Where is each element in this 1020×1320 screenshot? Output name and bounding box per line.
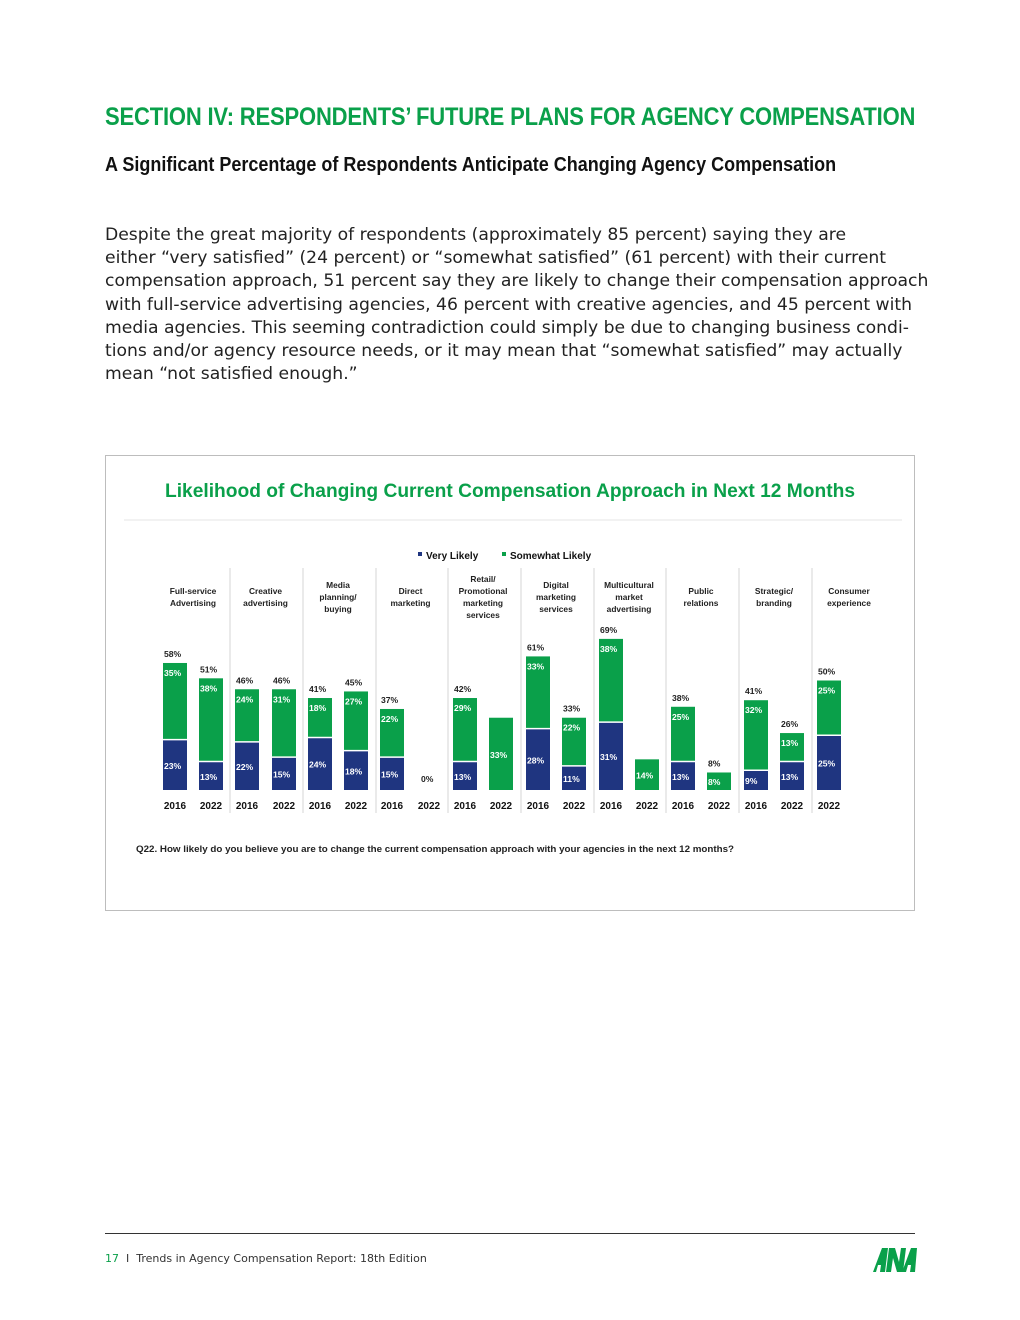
data-label-very: 31% bbox=[600, 752, 618, 763]
data-label-very: 23% bbox=[164, 760, 182, 771]
body-line: with full-service advertising agencies, 46 percent with creative agencies, and 45 percent with bbox=[105, 294, 913, 315]
data-label-very: 13% bbox=[454, 771, 472, 782]
page-number: 17 bbox=[105, 1252, 119, 1265]
year-label: 2016 bbox=[671, 801, 695, 812]
data-label-very: 15% bbox=[273, 769, 291, 780]
body-line: either “very satisfied” (24 percent) or “somewhat satisfied” (61 percent) with their current bbox=[105, 248, 887, 269]
data-label-total: 50% bbox=[818, 666, 836, 677]
group-label: advertising bbox=[606, 604, 652, 614]
data-label-somewhat: 35% bbox=[164, 667, 182, 678]
data-label-very: 13% bbox=[200, 771, 218, 782]
group-label: Creative bbox=[248, 586, 283, 596]
year-label: 2022 bbox=[489, 801, 513, 812]
data-label-somewhat: 13% bbox=[781, 738, 799, 749]
footer-rule bbox=[105, 1233, 915, 1234]
legend-label: Very Likely bbox=[426, 551, 479, 562]
data-label-somewhat: 22% bbox=[381, 713, 399, 724]
section-title: SECTION IV: RESPONDENTS’ FUTURE PLANS FOR AGENCY COMPENSATION bbox=[105, 103, 916, 131]
data-label-total: 38% bbox=[672, 692, 690, 703]
year-label: 2022 bbox=[817, 801, 841, 812]
year-label: 2022 bbox=[780, 801, 804, 812]
data-label-very: 24% bbox=[309, 759, 327, 770]
group-label: Direct bbox=[398, 586, 423, 596]
group-label: relations bbox=[683, 598, 719, 608]
group-label: marketing bbox=[535, 592, 577, 602]
group-label: marketing bbox=[462, 598, 504, 608]
data-label-somewhat: 14% bbox=[636, 770, 654, 781]
data-label-very: 18% bbox=[345, 766, 363, 777]
data-label-somewhat: 31% bbox=[273, 694, 291, 705]
data-label-total: 8% bbox=[708, 758, 721, 769]
data-label-total: 51% bbox=[200, 664, 218, 675]
data-label-very: 11% bbox=[563, 773, 580, 784]
legend-swatch-very bbox=[418, 552, 422, 556]
data-label-very: 9% bbox=[745, 776, 758, 786]
group-label: services bbox=[539, 604, 573, 614]
group-label: Consumer bbox=[828, 586, 870, 596]
footer bbox=[105, 1252, 427, 1265]
data-label-total: 26% bbox=[781, 719, 799, 730]
survey-question: Q22. How likely do you believe you are to change the current compensation approach with your agencies in the next 12 months? bbox=[136, 844, 735, 854]
body-line: mean “not satisfied enough.” bbox=[105, 364, 358, 385]
group-label: Public bbox=[688, 586, 714, 596]
data-label-very: 13% bbox=[781, 771, 799, 782]
body-line: compensation approach, 51 percent say they are likely to change their compensation approach bbox=[105, 271, 929, 292]
data-label-somewhat: 25% bbox=[672, 711, 690, 722]
data-label-total: 41% bbox=[745, 686, 763, 697]
year-label: 2016 bbox=[526, 801, 550, 812]
data-label-total: 37% bbox=[381, 694, 399, 705]
chart-title: Likelihood of Changing Current Compensation Approach in Next 12 Months bbox=[165, 480, 856, 502]
group-label: Multicultural bbox=[604, 580, 654, 590]
group-label: Digital bbox=[543, 580, 569, 590]
group-label: buying bbox=[324, 604, 352, 614]
data-label-very: 28% bbox=[527, 755, 545, 766]
group-label: experience bbox=[827, 598, 871, 608]
year-label: 2016 bbox=[599, 801, 623, 812]
data-label-somewhat: 8% bbox=[708, 777, 721, 788]
data-label-total: 41% bbox=[309, 684, 327, 695]
data-label-somewhat: 22% bbox=[563, 722, 581, 733]
data-label-very: 15% bbox=[381, 769, 399, 780]
body-line: Despite the great majority of respondents (approximately 85 percent) saying they are bbox=[105, 225, 847, 245]
data-label-somewhat: 27% bbox=[345, 696, 363, 707]
ana-logo bbox=[873, 1246, 917, 1272]
year-label: 2022 bbox=[417, 801, 441, 812]
group-label: planning/ bbox=[319, 592, 357, 602]
data-label-somewhat: 18% bbox=[309, 703, 327, 714]
data-label-very: 13% bbox=[672, 771, 690, 782]
year-label: 2016 bbox=[163, 801, 187, 812]
group-label: market bbox=[615, 592, 643, 602]
data-label-total: 33% bbox=[563, 703, 581, 714]
data-label-very: 25% bbox=[818, 758, 836, 769]
data-label-total: 0% bbox=[421, 774, 434, 784]
year-label: 2022 bbox=[562, 801, 586, 812]
year-label: 2016 bbox=[308, 801, 332, 812]
data-label-somewhat: 38% bbox=[600, 643, 618, 654]
legend-swatch-somewhat bbox=[502, 552, 506, 556]
data-label-total: 46% bbox=[273, 675, 291, 686]
report-title: Trends in Agency Compensation Report: 18th Edition bbox=[136, 1252, 427, 1265]
group-label: Media bbox=[326, 580, 350, 590]
data-label-total: 45% bbox=[345, 677, 363, 688]
data-label-total: 61% bbox=[527, 642, 545, 653]
body-line: tions and/or agency resource needs, or it may mean that “somewhat satisfied” may actually bbox=[105, 341, 903, 362]
group-label: Promotional bbox=[458, 586, 508, 596]
data-label-somewhat: 25% bbox=[818, 685, 836, 696]
year-label: 2022 bbox=[344, 801, 368, 812]
group-label: advertising bbox=[243, 598, 288, 608]
year-label: 2022 bbox=[272, 801, 296, 812]
data-label-somewhat: 24% bbox=[236, 694, 254, 705]
legend-label: Somewhat Likely bbox=[510, 551, 592, 562]
group-label: Advertising bbox=[169, 598, 217, 608]
year-label: 2016 bbox=[380, 801, 404, 812]
data-label-total: 42% bbox=[454, 684, 472, 695]
body-paragraph bbox=[105, 224, 929, 386]
group-label: Retail/ bbox=[470, 574, 496, 584]
body-line: media agencies. This seeming contradiction could simply be due to changing business condi- bbox=[105, 317, 909, 338]
stacked-bar-chart bbox=[106, 456, 914, 910]
data-label-somewhat: 33% bbox=[490, 749, 508, 760]
year-label: 2016 bbox=[453, 801, 477, 812]
footer-separator: I bbox=[126, 1252, 130, 1265]
data-label-total: 58% bbox=[164, 648, 182, 659]
year-label: 2016 bbox=[235, 801, 259, 812]
data-label-somewhat: 29% bbox=[454, 703, 472, 714]
group-label: branding bbox=[756, 598, 792, 608]
year-label: 2022 bbox=[635, 801, 659, 812]
chart-panel bbox=[105, 455, 915, 911]
group-label: Strategic/ bbox=[754, 586, 794, 596]
year-label: 2022 bbox=[199, 801, 223, 812]
data-label-somewhat: 32% bbox=[745, 705, 763, 716]
group-label: Full-service bbox=[169, 586, 217, 596]
group-label: services bbox=[466, 610, 500, 620]
data-label-total: 69% bbox=[600, 624, 618, 635]
year-label: 2016 bbox=[744, 801, 768, 812]
data-label-somewhat: 33% bbox=[527, 661, 545, 672]
year-label: 2022 bbox=[707, 801, 731, 812]
data-label-total: 46% bbox=[236, 675, 254, 686]
page-subtitle: A Significant Percentage of Respondents Anticipate Changing Agency Compensation bbox=[105, 154, 837, 176]
data-label-somewhat: 38% bbox=[200, 683, 218, 694]
group-label: marketing bbox=[390, 598, 431, 608]
data-label-very: 22% bbox=[236, 761, 254, 772]
